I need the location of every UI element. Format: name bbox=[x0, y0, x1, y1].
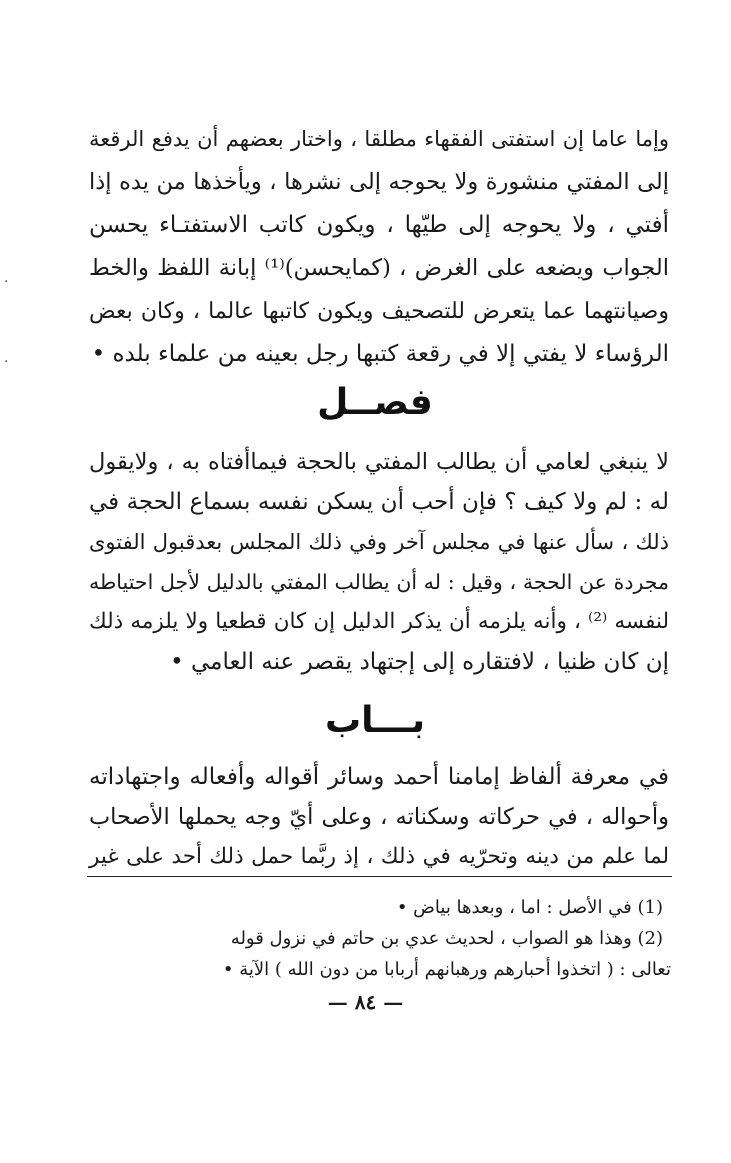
footnotes bbox=[71, 892, 671, 985]
paragraph-2 bbox=[89, 442, 669, 682]
text-line: له : لم ولا كيف ؟ فإن أحب أن يسكن نفسه بسماع الحجة في bbox=[89, 489, 669, 515]
section-heading-bab: بـــاب bbox=[324, 700, 426, 741]
text-line: الرؤساء لا يفتي إلا في رقعة كتبها رجل بعينه من علماء بلده • bbox=[91, 341, 669, 367]
section-heading-fasl: فصــل bbox=[317, 382, 433, 423]
text-line: ذلك ، سأل عنها في مجلس آخر وفي ذلك المجلس بعدقبول الفتوى bbox=[89, 530, 669, 554]
paragraph-1 bbox=[89, 118, 669, 376]
margin-dot: · bbox=[4, 354, 9, 370]
footnote-1: (1) في الأصل : اما ، وبعدها بياض • bbox=[396, 897, 663, 918]
text-line: إلى المفتي منشورة ولا يحوجه إلى نشرها ، ويأخذها من يده إذا bbox=[89, 169, 669, 195]
text-line: مجردة عن الحجة ، وقيل : له أن يطالب المفتي بالدليل لأجل احتياطه bbox=[89, 570, 669, 594]
page-number: — ٨٤ — bbox=[327, 990, 404, 1014]
text-line: لنفسه ⁽²⁾ ، وأنه يلزمه أن يذكر الدليل إن كان قطعيا ولا يلزمه ذلك bbox=[89, 609, 669, 634]
text-line: لا ينبغي لعامي أن يطالب المفتي بالحجة فيماأفتاه به ، ولايقول bbox=[89, 449, 669, 475]
paragraph-3 bbox=[89, 757, 669, 877]
footnote-divider bbox=[87, 876, 672, 877]
text-line: وإما عاما إن استفتى الفقهاء مطلقا ، واختار بعضهم أن يدفع الرقعة bbox=[89, 127, 669, 151]
text-line: في معرفة ألفاظ إمامنا أحمد وسائر أقواله وأفعاله واجتهاداته bbox=[89, 764, 669, 790]
text-line: وأحواله ، في حركاته وسكناته ، وعلى أيّ وجه يحملها الأصحاب bbox=[89, 804, 669, 830]
margin-dot: · bbox=[4, 274, 9, 290]
text-line: وصيانتهما عما يتعرض للتصحيف ويكون كاتبها عالما ، وكان بعض bbox=[89, 299, 669, 324]
footnote-2-continued: تعالى : ( اتخذوا أحبارهم ورهبانهم أربابا من دون الله ) الآية • bbox=[222, 959, 671, 980]
text-line: إن كان ظنيا ، لافتقاره إلى إجتهاد يقصر عنه العامي • bbox=[170, 649, 669, 675]
text-line: أفتي ، ولا يحوجه إلى طيّها ، ويكون كاتب الاستفتـاء يحسن bbox=[89, 212, 669, 238]
footnote-2: (2) وهذا هو الصواب ، لحديث عدي بن حاتم في نزول قوله bbox=[230, 928, 663, 949]
text-line: الجواب ويضعه على الغرض ، (كمايحسن)⁽¹⁾ إبانة اللفظ والخط bbox=[89, 255, 669, 281]
text-line: لما علم من دينه وتحرّيه في ذلك ، إذ ربَّما حمل ذلك أحد على غير bbox=[89, 844, 669, 869]
